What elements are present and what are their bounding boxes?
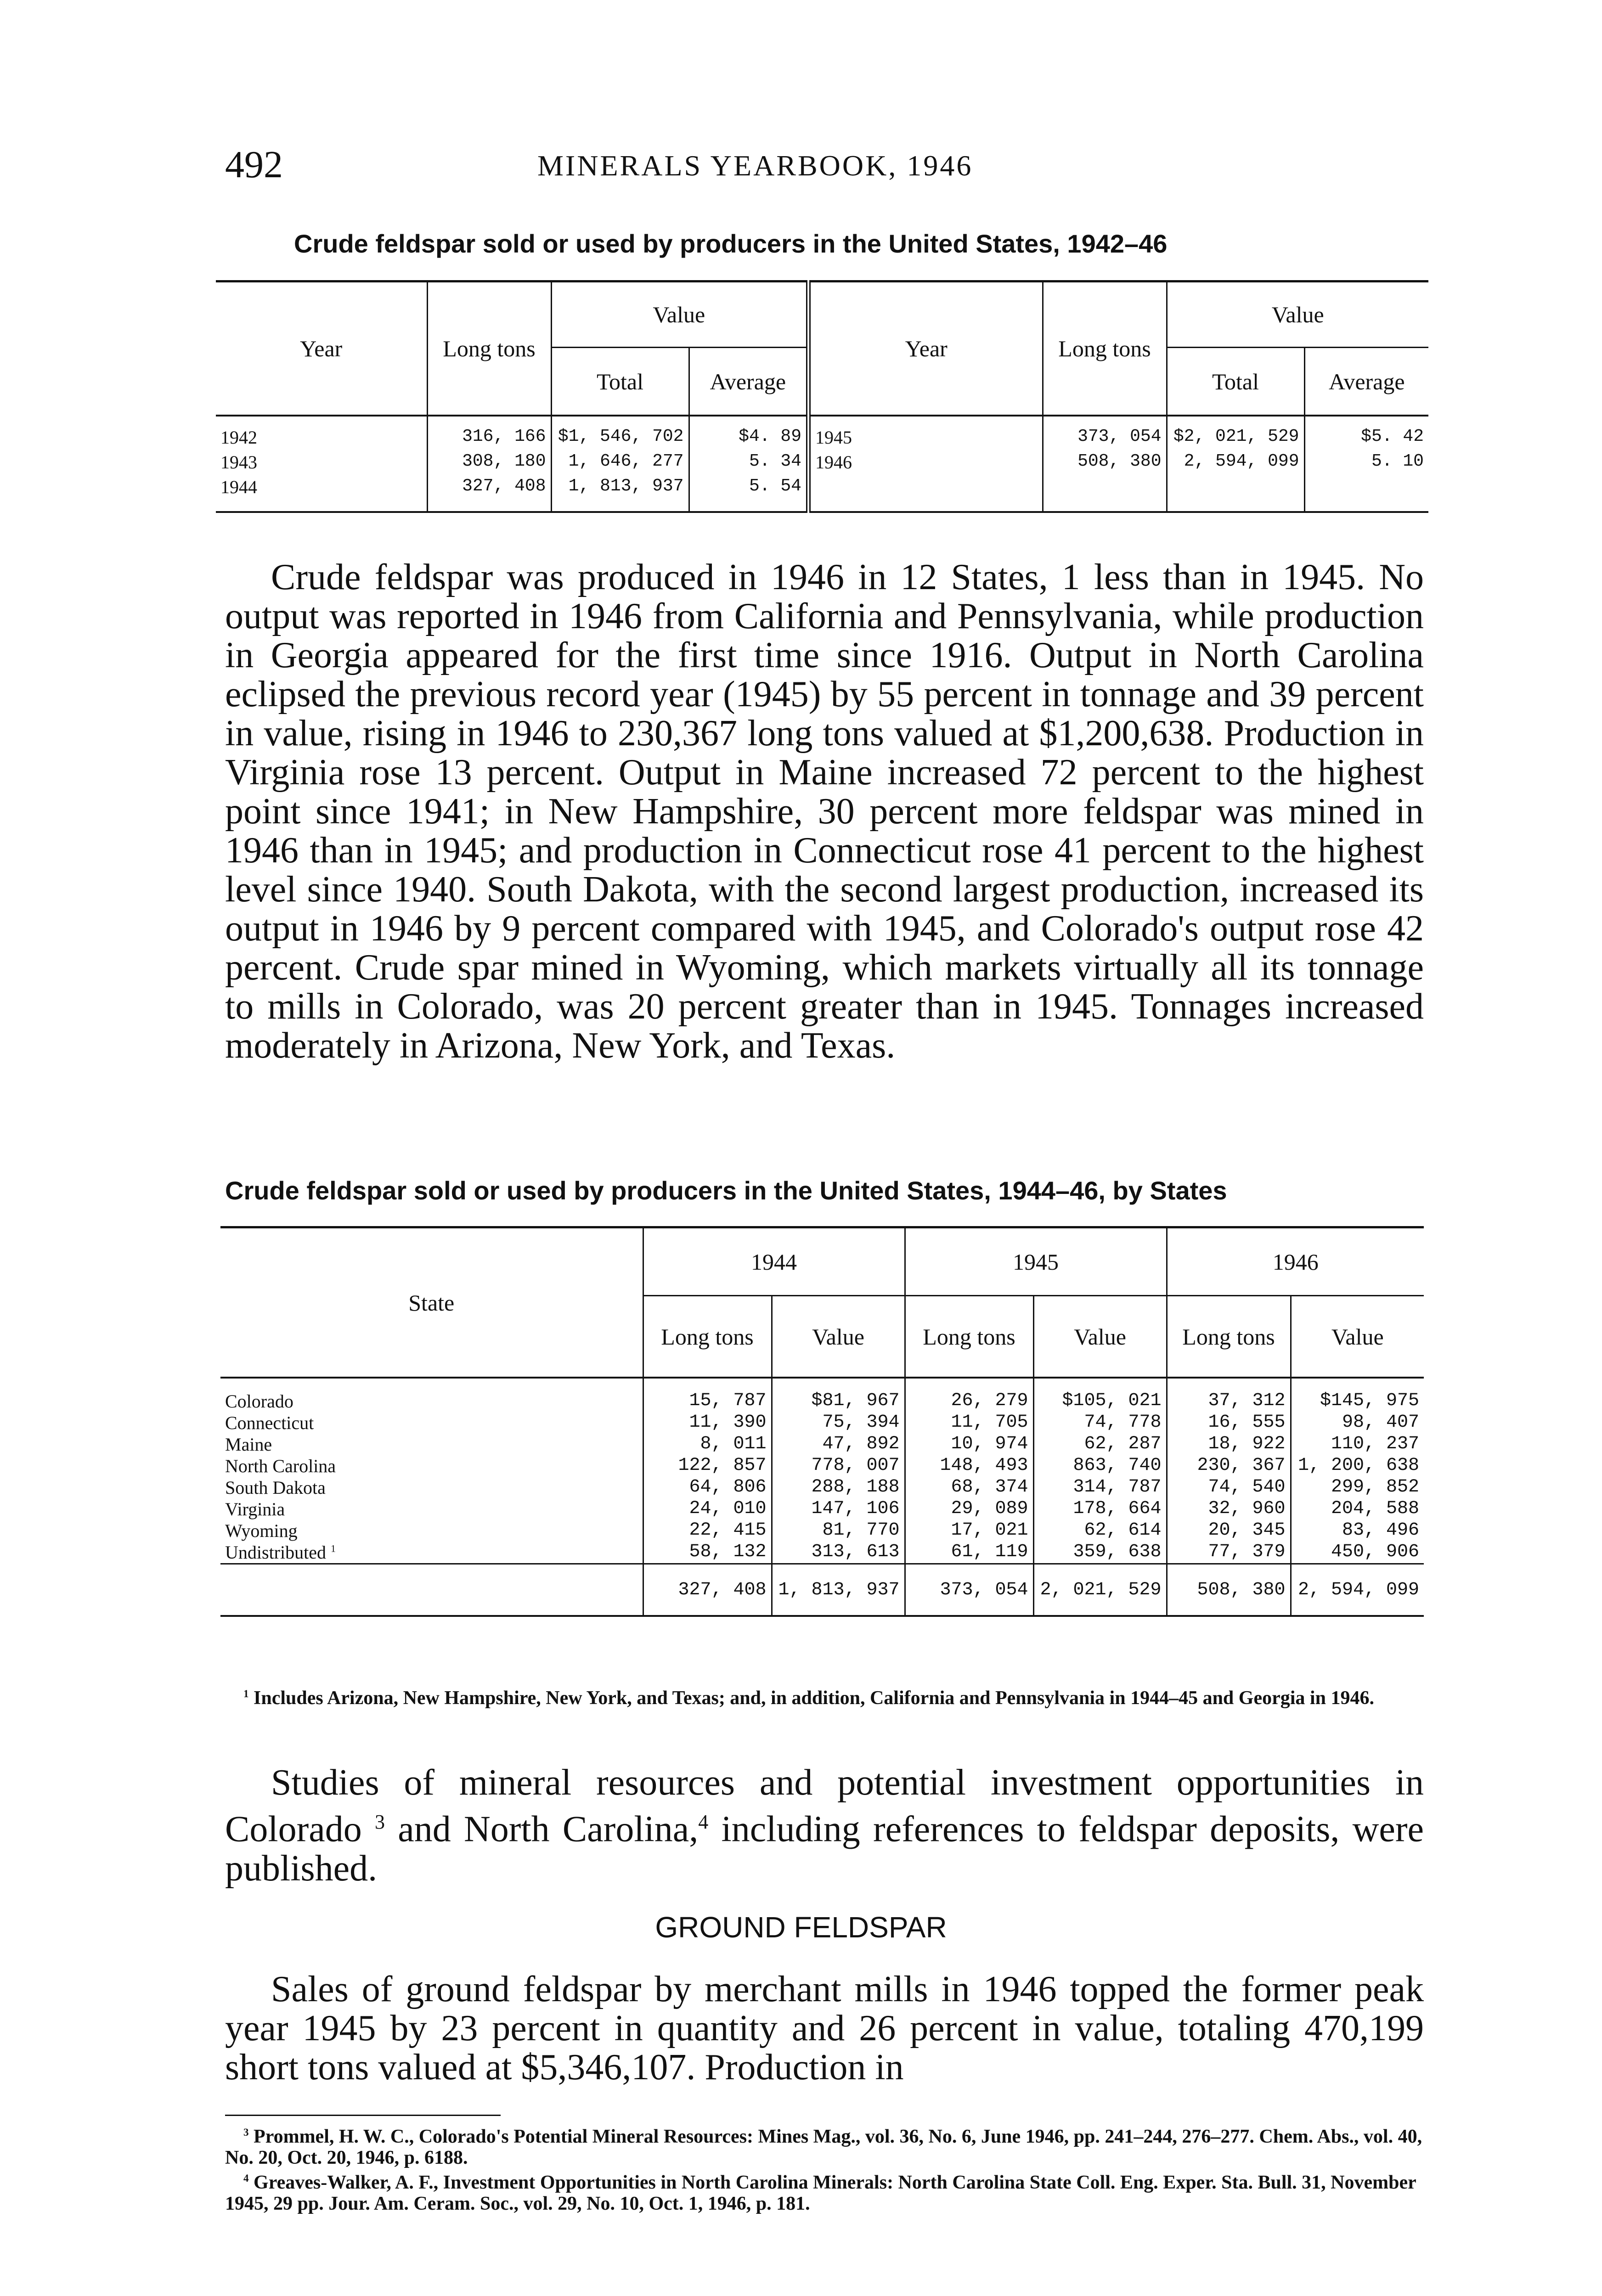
footnote-mark: 3 xyxy=(243,2126,249,2138)
paragraph-text: Studies of mineral resources and potential investment opportunities in Colorado xyxy=(225,1762,1424,1850)
t2-cell: 313, 613 xyxy=(772,1542,905,1564)
t1-tons-header-right: Long tons xyxy=(1043,281,1167,416)
footnote-mark: 4 xyxy=(243,2172,249,2184)
footnote-ref: 4 xyxy=(698,1811,709,1833)
t2-total: 1, 813, 937 xyxy=(772,1564,905,1616)
paragraph-text: including references to feldspar deposits, were published. xyxy=(225,1809,1424,1889)
t1-total: 1, 646, 277 xyxy=(551,451,689,476)
t1-year-header-right: Year xyxy=(808,281,1043,416)
t2-cell: 110, 237 xyxy=(1331,1434,1419,1454)
t2-cell: 204, 588 xyxy=(1331,1498,1419,1519)
table-row xyxy=(220,1542,1424,1564)
t1-average: 5. 10 xyxy=(1371,451,1424,471)
running-title: MINERALS YEARBOOK, 1946 xyxy=(537,149,973,182)
t2-total: 373, 054 xyxy=(905,1564,1033,1616)
t2-state: Undistributed xyxy=(225,1542,326,1563)
t2-cell: 863, 740 xyxy=(1033,1455,1167,1477)
t1-year: 1942 xyxy=(216,416,427,451)
t2-state: Wyoming xyxy=(220,1520,643,1542)
footnote-divider xyxy=(225,2115,501,2116)
t2-cell: $145, 975 xyxy=(1320,1390,1419,1411)
t1-empty xyxy=(1167,476,1304,512)
t2-cell: 83, 496 xyxy=(1342,1520,1419,1541)
t2-cell: 288, 188 xyxy=(772,1477,905,1498)
t2-total-label xyxy=(220,1564,643,1616)
t1-year-header-left: Year xyxy=(216,281,427,416)
t2-state: Virginia xyxy=(220,1498,643,1520)
table-total-row xyxy=(220,1564,1424,1616)
t1-value-header-right: Value xyxy=(1167,281,1428,348)
t2-cell: 62, 287 xyxy=(1033,1434,1167,1455)
footnote-mark: 1 xyxy=(243,1688,249,1699)
t1-tons: 373, 054 xyxy=(1043,416,1167,451)
t2-cell: 37, 312 xyxy=(1167,1378,1291,1412)
t2-year-1946: 1946 xyxy=(1167,1227,1424,1296)
t2-cell: 230, 367 xyxy=(1167,1455,1291,1477)
t2-cell: 10, 974 xyxy=(905,1434,1033,1455)
t2-cell: 32, 960 xyxy=(1167,1498,1291,1520)
t2-year-1944: 1944 xyxy=(643,1227,905,1296)
t1-tons: 316, 166 xyxy=(427,416,551,451)
footnote-text: Prommel, H. W. C., Colorado's Potential Mineral Resources: Mines Mag., vol. 36, No. 6, June 1946, pp. 241–244, 276–277. Chem. Abs., vol. 40, No. 20, Oct. 20, 1946, p. 6188. xyxy=(225,2126,1422,2168)
t2-cell: 122, 857 xyxy=(643,1455,772,1477)
t2-cell: 74, 778 xyxy=(1033,1412,1167,1434)
t2-state: South Dakota xyxy=(220,1477,643,1498)
t2-state-cell xyxy=(220,1542,643,1564)
t2-value-header: Value xyxy=(1331,1323,1384,1350)
table1-caption: Crude feldspar sold or used by producers in the United States, 1942–46 xyxy=(294,229,1168,258)
t2-cell: 26, 279 xyxy=(905,1378,1033,1412)
table-row xyxy=(220,1477,1424,1498)
paragraph-studies xyxy=(225,1763,1424,1888)
t2-cell: 778, 007 xyxy=(772,1455,905,1477)
t2-cell: 77, 379 xyxy=(1167,1542,1291,1564)
t2-cell: 359, 638 xyxy=(1033,1542,1167,1564)
t1-total: 1, 813, 937 xyxy=(551,476,689,512)
t1-empty xyxy=(1043,476,1167,512)
t2-total: 2, 594, 099 xyxy=(1291,1564,1424,1616)
footnote-ref: 1 xyxy=(330,1542,336,1554)
t2-total: 327, 408 xyxy=(643,1564,772,1616)
footnote-4 xyxy=(225,2167,1424,2214)
table2-caption: Crude feldspar sold or used by producers in the United States, 1944–46, by States xyxy=(225,1176,1227,1205)
paragraph-crude-feldspar: Crude feldspar was produced in 1946 in 12 States, 1 less than in 1945. No output was reported in 1946 from California and Pennsylvania, while production in Georgia appeared for the first time since 1916. Output in North Carolina eclipsed the previous record year (1945) by 55 percent in tonnage and 39 percent in value, rising in 1946 to 230,367 long tons valued at $1,200,638. Production in Virginia rose 13 percent. Output in Maine increased 72 percent to the highest point since 1941; in New Hampshire, 30 percent more feldspar was mined in 1946 than in 1945; and production in Connecticut rose 41 percent to the highest level since 1940. South Dakota, with the second largest production, increased its output in 1946 by 9 percent compared with 1945, and Colorado's output rose 42 percent. Crude spar mined in Wyoming, which markets virtually all its tonnage to mills in Colorado, was 20 percent greater than in 1945. Tonnages increased moderately in Arizona, New York, and Texas. xyxy=(225,557,1424,1066)
t2-cell: 147, 106 xyxy=(772,1498,905,1520)
table-row xyxy=(216,476,1428,512)
t1-value-header-left: Value xyxy=(551,281,808,348)
t2-cell: 22, 415 xyxy=(643,1520,772,1542)
t2-cell: $81, 967 xyxy=(772,1378,905,1412)
t1-empty xyxy=(1304,476,1428,512)
t2-state: Colorado xyxy=(220,1378,643,1412)
t1-year: 1943 xyxy=(216,451,427,476)
t1-total-header-left: Total xyxy=(551,348,689,416)
t1-tons: 327, 408 xyxy=(427,476,551,512)
footnote-3 xyxy=(225,2122,1424,2168)
t2-cell: 178, 664 xyxy=(1033,1498,1167,1520)
table-row xyxy=(216,416,1428,451)
t1-year: 1945 xyxy=(808,416,1043,451)
t2-cell: 148, 493 xyxy=(905,1455,1033,1477)
t2-cell: 1, 200, 638 xyxy=(1297,1455,1419,1476)
t1-empty xyxy=(808,476,1043,512)
t2-cell: 58, 132 xyxy=(643,1542,772,1564)
paragraph-ground-feldspar: Sales of ground feldspar by merchant mills in 1946 topped the former peak year 1945 by 23 percent in quantity and 26 percent in value, totaling 470,199 short tons valued at $5,346,107. Production in xyxy=(225,1969,1424,2088)
t1-average: $5. 42 xyxy=(1361,427,1424,446)
t1-tons-header-left: Long tons xyxy=(427,281,551,416)
t2-cell: 64, 806 xyxy=(643,1477,772,1498)
t1-average: $4. 89 xyxy=(689,416,808,451)
t1-average-header-right: Average xyxy=(1328,368,1405,394)
table1 xyxy=(216,280,1428,513)
t2-cell: 62, 614 xyxy=(1033,1520,1167,1542)
t2-cell: 11, 705 xyxy=(905,1412,1033,1434)
t2-year-1945: 1945 xyxy=(905,1227,1167,1296)
t2-cell: 47, 892 xyxy=(772,1434,905,1455)
t2-cell: 8, 011 xyxy=(643,1434,772,1455)
t2-cell: $105, 021 xyxy=(1033,1378,1167,1412)
table2 xyxy=(220,1226,1424,1617)
t2-cell: 24, 010 xyxy=(643,1498,772,1520)
t2-cell: 15, 787 xyxy=(643,1378,772,1412)
t1-total-header-right: Total xyxy=(1167,348,1304,416)
t2-cell: 74, 540 xyxy=(1167,1477,1291,1498)
t1-tons: 508, 380 xyxy=(1043,451,1167,476)
t2-total: 508, 380 xyxy=(1167,1564,1291,1616)
t2-state: Maine xyxy=(220,1434,643,1455)
t1-total: $1, 546, 702 xyxy=(551,416,689,451)
t2-cell: 18, 922 xyxy=(1167,1434,1291,1455)
t1-average: 5. 34 xyxy=(689,451,808,476)
t1-year: 1944 xyxy=(216,476,427,512)
table2-footnote xyxy=(225,1683,1424,1709)
table-row xyxy=(220,1378,1424,1412)
t2-tons-header: Long tons xyxy=(1167,1296,1291,1378)
footnote-ref: 3 xyxy=(374,1811,385,1833)
t2-cell: 450, 906 xyxy=(1331,1542,1419,1562)
t1-year: 1946 xyxy=(808,451,1043,476)
t2-cell: 17, 021 xyxy=(905,1520,1033,1542)
t2-tons-header: Long tons xyxy=(905,1296,1033,1378)
t2-cell: 61, 119 xyxy=(905,1542,1033,1564)
t1-total: 2, 594, 099 xyxy=(1167,451,1304,476)
t2-cell: 29, 089 xyxy=(905,1498,1033,1520)
footnote-text: Greaves-Walker, A. F., Investment Opportunities in North Carolina Minerals: North Carolina State Coll. Eng. Exper. Sta. Bull. 31, November 1945, 29 pp. Jour. Am. Ceram. Soc., vol. 29, No. 10, Oct. 1, 1946, p. 181. xyxy=(225,2172,1416,2214)
t2-cell: 68, 374 xyxy=(905,1477,1033,1498)
t1-average-header-left: Average xyxy=(689,348,808,416)
t2-cell: 299, 852 xyxy=(1331,1477,1419,1497)
table-row xyxy=(220,1520,1424,1542)
t1-average: 5. 54 xyxy=(689,476,808,512)
footnote-text: Includes Arizona, New Hampshire, New York, and Texas; and, in addition, California and Pennsylvania in 1944–45 and Georgia in 1946. xyxy=(254,1688,1374,1709)
t1-tons: 308, 180 xyxy=(427,451,551,476)
table-row xyxy=(220,1412,1424,1434)
table-row xyxy=(216,451,1428,476)
t1-total: $2, 021, 529 xyxy=(1167,416,1304,451)
table-row xyxy=(220,1498,1424,1520)
t2-cell: 20, 345 xyxy=(1167,1520,1291,1542)
table-row xyxy=(220,1455,1424,1477)
t2-cell: 98, 407 xyxy=(1342,1412,1419,1433)
t2-value-header: Value xyxy=(772,1296,905,1378)
t2-cell: 16, 555 xyxy=(1167,1412,1291,1434)
table-row xyxy=(220,1434,1424,1455)
t2-state: Connecticut xyxy=(220,1412,643,1434)
t2-state: North Carolina xyxy=(220,1455,643,1477)
t2-cell: 81, 770 xyxy=(772,1520,905,1542)
t2-value-header: Value xyxy=(1033,1296,1167,1378)
t2-cell: 314, 787 xyxy=(1033,1477,1167,1498)
running-head xyxy=(225,142,1447,188)
t2-state-header: State xyxy=(220,1227,643,1378)
section-heading: GROUND FELDSPAR xyxy=(655,1911,947,1944)
t2-cell: 75, 394 xyxy=(772,1412,905,1434)
paragraph-text: and North Carolina, xyxy=(398,1809,699,1850)
page-number: 492 xyxy=(225,143,283,186)
t2-tons-header: Long tons xyxy=(643,1296,772,1378)
t2-cell: 11, 390 xyxy=(643,1412,772,1434)
t2-total: 2, 021, 529 xyxy=(1033,1564,1167,1616)
